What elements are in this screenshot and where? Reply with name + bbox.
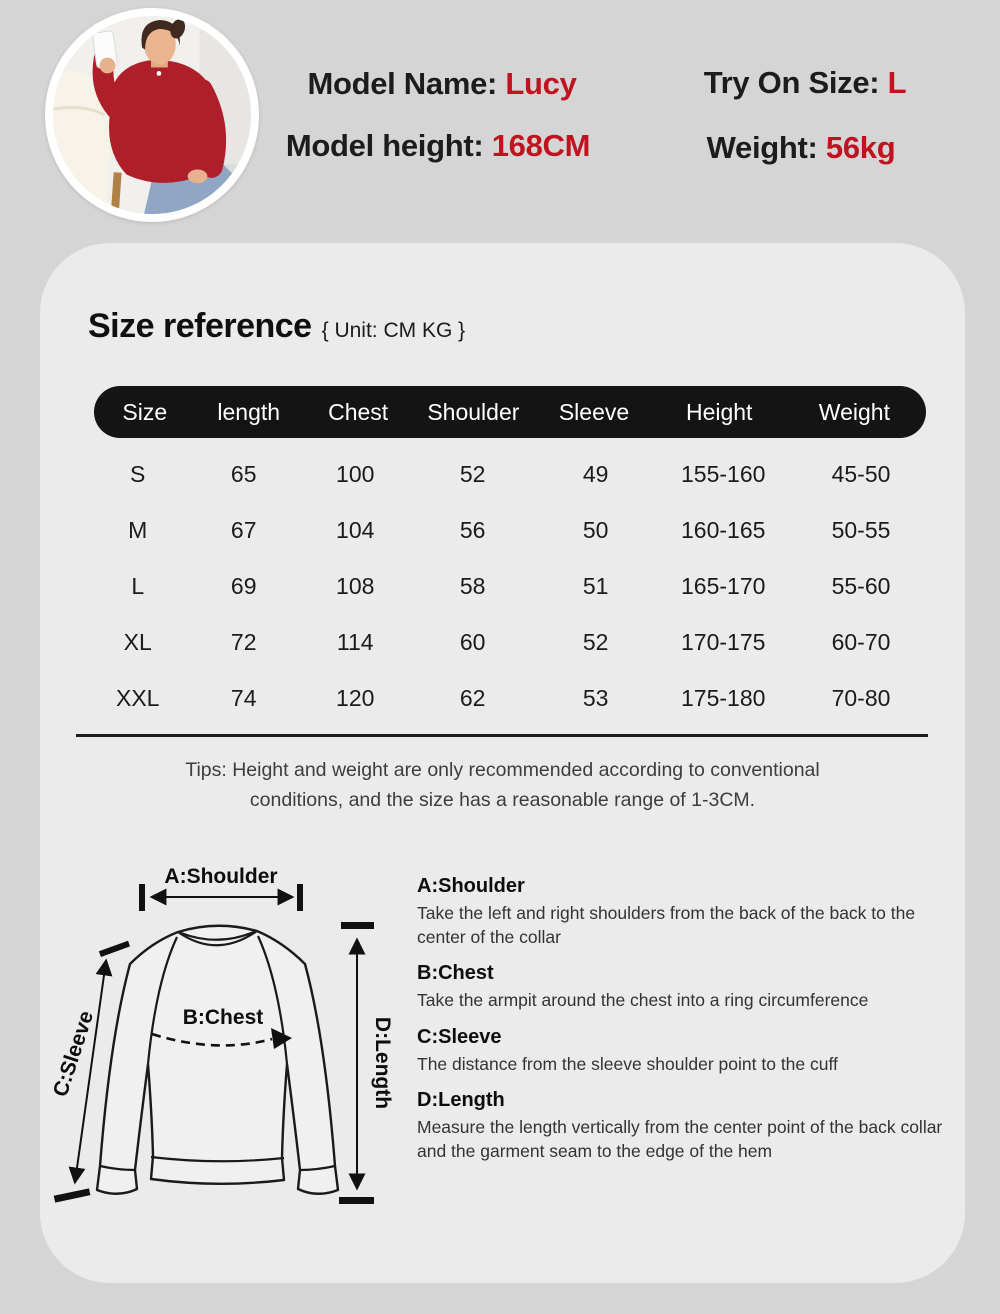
table-cell: 58 [459, 572, 486, 599]
guide-item-chest [417, 962, 983, 1013]
try-on-size-label: Try On Size: [703, 65, 880, 100]
tips-line-1: Tips: Height and weight are only recommended according to conventional [185, 759, 820, 781]
table-row [86, 670, 934, 726]
guide-title: A:Shoulder [417, 875, 525, 897]
table-cell: L [131, 572, 145, 599]
table-row [86, 558, 934, 614]
guide-desc: The distance from the sleeve shoulder point to the cuff [417, 1053, 838, 1074]
table-cell: 120 [336, 684, 375, 711]
table-cell: 60-70 [831, 628, 891, 655]
table-cell: 60 [459, 628, 486, 655]
column-header: Size [122, 398, 168, 425]
table-cell: M [128, 516, 148, 543]
model-name-label: Model Name: [307, 66, 498, 101]
guide-item-shoulder [417, 875, 983, 949]
table-cell: 51 [582, 572, 609, 599]
tips-line-2: conditions, and the size has a reasonable range of 1-3CM. [249, 789, 756, 811]
sweatshirt-diagram [40, 858, 402, 1208]
table-cell: 62 [459, 684, 486, 711]
model-weight-line [707, 130, 896, 166]
diagram-length-label: D:Length [371, 1016, 394, 1110]
table-cell: 74 [230, 684, 257, 711]
table-cell: 53 [582, 684, 609, 711]
table-cell: 50 [582, 516, 609, 543]
try-on-size-value: L [887, 65, 907, 100]
model-height-line [286, 128, 590, 164]
guide-item-sleeve [417, 1026, 983, 1077]
diagram-sleeve-label: C:Sleeve [48, 1008, 99, 1100]
model-photo-illustration [53, 16, 251, 214]
guide-title: D:Length [417, 1089, 505, 1111]
table-cell: 72 [230, 628, 257, 655]
table-cell: XXL [115, 684, 160, 711]
model-name-value: Lucy [505, 66, 577, 101]
model-weight-label: Weight: [706, 130, 818, 165]
size-reference-title-text: Size reference [88, 307, 312, 345]
table-cell: 170-175 [681, 628, 766, 655]
model-photo [45, 8, 259, 222]
table-cell: 100 [336, 460, 375, 487]
size-table-header [94, 386, 926, 438]
table-row [86, 502, 934, 558]
unit-note: { Unit: CM KG } [321, 319, 466, 342]
model-name-line [307, 66, 576, 102]
column-header: Height [685, 398, 753, 425]
table-cell: 114 [336, 628, 374, 655]
table-cell: 52 [459, 460, 486, 487]
table-row [86, 614, 934, 670]
guide-title: C:Sleeve [417, 1025, 502, 1048]
table-cell: 155-160 [681, 460, 766, 487]
table-cell: 108 [336, 572, 375, 599]
guide-item-length [417, 1089, 983, 1163]
table-cell: S [130, 460, 146, 487]
table-cell: 56 [459, 516, 486, 543]
column-header: Sleeve [558, 398, 630, 425]
diagram-shoulder-label: A:Shoulder [164, 865, 278, 888]
table-cell: 104 [336, 516, 375, 543]
table-cell: 70-80 [831, 684, 891, 711]
table-row [86, 446, 934, 502]
table-cell: 45-50 [831, 460, 891, 487]
table-cell: 175-180 [681, 684, 766, 711]
table-cell: 55-60 [831, 572, 891, 599]
size-table [86, 386, 934, 726]
table-cell: 49 [582, 460, 609, 487]
table-cell: 160-165 [681, 516, 766, 543]
table-cell: 52 [582, 628, 609, 655]
table-bottom-divider [76, 734, 928, 737]
tips-note [40, 755, 965, 815]
column-header: Chest [328, 398, 389, 425]
column-header: Weight [818, 398, 890, 425]
model-weight-value: 56kg [825, 130, 896, 165]
table-cell: 50-55 [831, 516, 891, 543]
table-cell: 65 [230, 460, 257, 487]
size-table-body [86, 438, 934, 726]
diagram-chest-label: B:Chest [182, 1006, 264, 1029]
table-cell: 67 [230, 516, 257, 543]
column-header: Shoulder [427, 398, 520, 425]
model-height-value: 168CM [491, 128, 591, 163]
try-on-size-line [704, 65, 907, 101]
guide-desc: Measure the length vertically from the center point of the back collar and the garment seam to the edge of the hem [417, 1117, 943, 1161]
measure-guide-list [417, 875, 983, 1176]
size-reference-card [40, 243, 965, 1283]
measure-diagram [40, 858, 402, 1208]
guide-desc: Take the armpit around the chest into a ring circumference [417, 990, 869, 1010]
guide-desc: Take the left and right shoulders from the back of the back to the center of the collar [417, 903, 916, 947]
table-cell: 69 [230, 572, 257, 599]
column-header: length [217, 398, 281, 425]
table-cell: 165-170 [681, 572, 766, 599]
size-reference-title [88, 307, 465, 346]
guide-title: B:Chest [417, 962, 494, 984]
table-cell: XL [123, 628, 152, 655]
model-height-label: Model height: [285, 128, 484, 163]
